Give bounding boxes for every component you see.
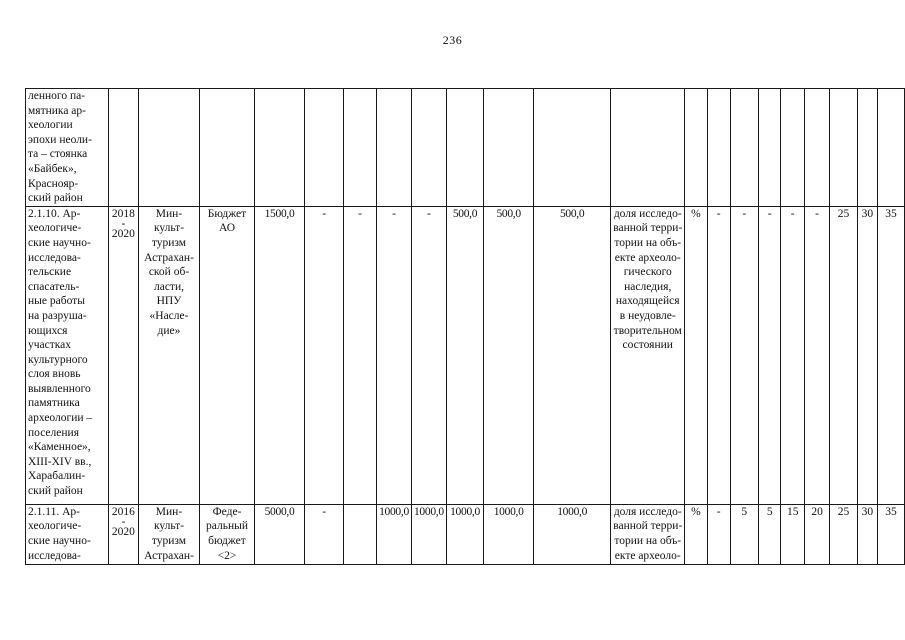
indicator-value-i2016 bbox=[758, 89, 781, 207]
indicator-value-i2021: 35 bbox=[878, 504, 905, 564]
text-line: ные работы bbox=[28, 295, 85, 308]
text-line: туризм bbox=[151, 534, 187, 547]
text-line: «Каменное», bbox=[28, 441, 91, 454]
indicator-value-i2016: - bbox=[758, 206, 781, 504]
indicator-value-i2020 bbox=[857, 89, 877, 207]
text-line: 2020 bbox=[111, 228, 135, 241]
text-line: археологии – bbox=[28, 412, 93, 425]
indicator-value-i2014 bbox=[707, 89, 730, 207]
text-line: «Насле- bbox=[149, 309, 189, 322]
text-line: ской об- bbox=[148, 266, 190, 279]
measure-cell bbox=[26, 89, 109, 207]
indicator-value-i2020: 30 bbox=[857, 504, 877, 564]
indicator-value-i2014: - bbox=[707, 504, 730, 564]
text-line: ласти, bbox=[153, 280, 184, 293]
text-line: хеологии bbox=[28, 119, 73, 132]
funding-y2017: - bbox=[411, 206, 446, 504]
program-table bbox=[25, 88, 905, 565]
source-cell bbox=[200, 89, 254, 207]
years-cell bbox=[109, 504, 139, 564]
indicator-value-i2017: 15 bbox=[781, 504, 805, 564]
funding-y2016: - bbox=[377, 206, 412, 504]
funding-y2020: 1000,0 bbox=[534, 504, 611, 564]
text-line: ские научно- bbox=[28, 236, 91, 249]
funding-y2019: 1000,0 bbox=[484, 504, 534, 564]
text-line: Феде- bbox=[212, 505, 242, 518]
indicator-value-i2017: - bbox=[781, 206, 805, 504]
funding-y2014: - bbox=[305, 504, 344, 564]
text-line: творительном bbox=[613, 324, 682, 337]
indicator-value-i2019 bbox=[830, 89, 858, 207]
funding-y2020: 500,0 bbox=[534, 206, 611, 504]
text-line: ванной терри- bbox=[613, 520, 683, 533]
funding-y2014: - bbox=[305, 206, 344, 504]
funding-y2015 bbox=[344, 504, 377, 564]
executor-cell bbox=[138, 89, 200, 207]
text-line: бюджет bbox=[208, 534, 246, 547]
text-line: «Байбек», bbox=[28, 162, 77, 175]
text-line: исследова- bbox=[28, 549, 81, 562]
text-line: спасатель- bbox=[28, 280, 80, 293]
indicator-value-i2018: - bbox=[804, 206, 829, 504]
text-line: эпохи неоли- bbox=[28, 133, 92, 146]
text-line: хеологиче- bbox=[28, 520, 82, 533]
indicator-value-i2015 bbox=[730, 89, 758, 207]
total-cell: 5000,0 bbox=[254, 504, 305, 564]
indicator-value-i2019: 25 bbox=[830, 206, 858, 504]
text-line: 2020 bbox=[111, 526, 135, 539]
text-line: 2016 bbox=[111, 505, 135, 518]
funding-y2016: 1000,0 bbox=[377, 504, 412, 564]
executor-cell bbox=[138, 206, 200, 504]
indicator-value-i2021 bbox=[878, 89, 905, 207]
text-line: ский район bbox=[28, 192, 83, 205]
text-line: дие» bbox=[157, 324, 181, 337]
total-cell: 1500,0 bbox=[254, 206, 305, 504]
indicator-cell bbox=[611, 89, 685, 207]
indicator-value-i2017 bbox=[781, 89, 805, 207]
text-line: 2.1.10. Ар- bbox=[28, 207, 81, 220]
indicator-value-i2021: 35 bbox=[878, 206, 905, 504]
text-line: - bbox=[121, 218, 126, 231]
text-line: ские научно- bbox=[28, 534, 91, 547]
text-line: культурного bbox=[28, 353, 88, 366]
source-cell bbox=[200, 504, 254, 564]
text-line: на разруша- bbox=[28, 309, 87, 322]
text-line: участках bbox=[28, 339, 72, 352]
text-line: тории на объ- bbox=[614, 534, 682, 547]
text-line: находящейся bbox=[615, 295, 680, 308]
executor-cell bbox=[138, 504, 200, 564]
text-line: екте археоло- bbox=[614, 251, 681, 264]
text-line: НПУ bbox=[156, 295, 182, 308]
text-line: тории на объ- bbox=[614, 236, 682, 249]
indicator-value-i2016: 5 bbox=[758, 504, 781, 564]
funding-y2015 bbox=[344, 89, 377, 207]
text-line: состоянии bbox=[622, 339, 673, 352]
funding-y2017: 1000,0 bbox=[411, 504, 446, 564]
text-line: 2018 bbox=[111, 207, 135, 220]
text-line: хеологиче- bbox=[28, 222, 82, 235]
text-line: ванной терри- bbox=[613, 222, 683, 235]
funding-y2018: 1000,0 bbox=[446, 504, 483, 564]
indicator-value-i2018 bbox=[804, 89, 829, 207]
text-line: тельские bbox=[28, 266, 72, 279]
text-line: Мин- bbox=[155, 505, 183, 518]
funding-y2018 bbox=[446, 89, 483, 207]
text-line: Краснояр- bbox=[28, 177, 79, 190]
page-number: 236 bbox=[442, 33, 463, 47]
funding-y2020 bbox=[534, 89, 611, 207]
text-line: XIII-XIV вв., bbox=[28, 455, 92, 468]
indicator-value-i2020: 30 bbox=[857, 206, 877, 504]
text-line: культ- bbox=[153, 222, 185, 235]
indicator-cell bbox=[611, 206, 685, 504]
measure-cell bbox=[26, 206, 109, 504]
unit-cell: % bbox=[685, 206, 707, 504]
unit-cell bbox=[685, 89, 707, 207]
table-row bbox=[26, 504, 905, 564]
indicator-value-i2015: - bbox=[730, 206, 758, 504]
text-line: мятника ар- bbox=[28, 104, 86, 117]
text-line: Харабалин- bbox=[28, 470, 86, 483]
text-line: исследова- bbox=[28, 251, 81, 264]
source-cell bbox=[200, 206, 254, 504]
text-line: культ- bbox=[153, 520, 185, 533]
text-line: наследия, bbox=[624, 280, 672, 293]
funding-y2014 bbox=[305, 89, 344, 207]
table-row bbox=[26, 89, 905, 207]
text-line: Мин- bbox=[155, 207, 183, 220]
funding-y2019: 500,0 bbox=[484, 206, 534, 504]
indicator-value-i2015: 5 bbox=[730, 504, 758, 564]
indicator-value-i2014: - bbox=[707, 206, 730, 504]
text-line: екте археоло- bbox=[614, 549, 681, 562]
text-line: доля исследо- bbox=[613, 505, 682, 518]
funding-y2015: - bbox=[344, 206, 377, 504]
text-line: ский район bbox=[28, 485, 83, 498]
text-line: - bbox=[121, 516, 126, 529]
text-line: ющихся bbox=[28, 324, 68, 337]
text-line: Астрахан- bbox=[144, 549, 194, 562]
text-line: ленного па- bbox=[28, 90, 86, 102]
text-line: выявленного bbox=[28, 382, 91, 395]
text-line: ральный bbox=[206, 520, 248, 533]
text-line: 2.1.11. Ар- bbox=[28, 505, 80, 518]
measure-cell bbox=[26, 504, 109, 564]
funding-y2018: 500,0 bbox=[446, 206, 483, 504]
text-line: <2> bbox=[217, 549, 237, 562]
total-cell bbox=[254, 89, 305, 207]
years-cell bbox=[109, 206, 139, 504]
text-line: слоя вновь bbox=[28, 368, 81, 381]
funding-y2017 bbox=[411, 89, 446, 207]
text-line: АО bbox=[218, 222, 236, 235]
indicator-value-i2018: 20 bbox=[804, 504, 829, 564]
text-line: в неудовле- bbox=[619, 309, 676, 322]
text-line: гического bbox=[623, 266, 672, 279]
years-cell bbox=[109, 89, 139, 207]
text-line: Бюджет bbox=[207, 207, 247, 220]
text-line: Астрахан- bbox=[144, 251, 194, 264]
funding-y2019 bbox=[484, 89, 534, 207]
funding-y2016 bbox=[377, 89, 412, 207]
indicator-value-i2019: 25 bbox=[830, 504, 858, 564]
text-line: доля исследо- bbox=[613, 207, 682, 220]
indicator-cell bbox=[611, 504, 685, 564]
text-line: та – стоянка bbox=[28, 148, 88, 161]
text-line: памятника bbox=[28, 397, 80, 410]
text-line: туризм bbox=[151, 236, 187, 249]
text-line: поселения bbox=[28, 426, 79, 439]
unit-cell: % bbox=[685, 504, 707, 564]
table-row bbox=[26, 206, 905, 504]
